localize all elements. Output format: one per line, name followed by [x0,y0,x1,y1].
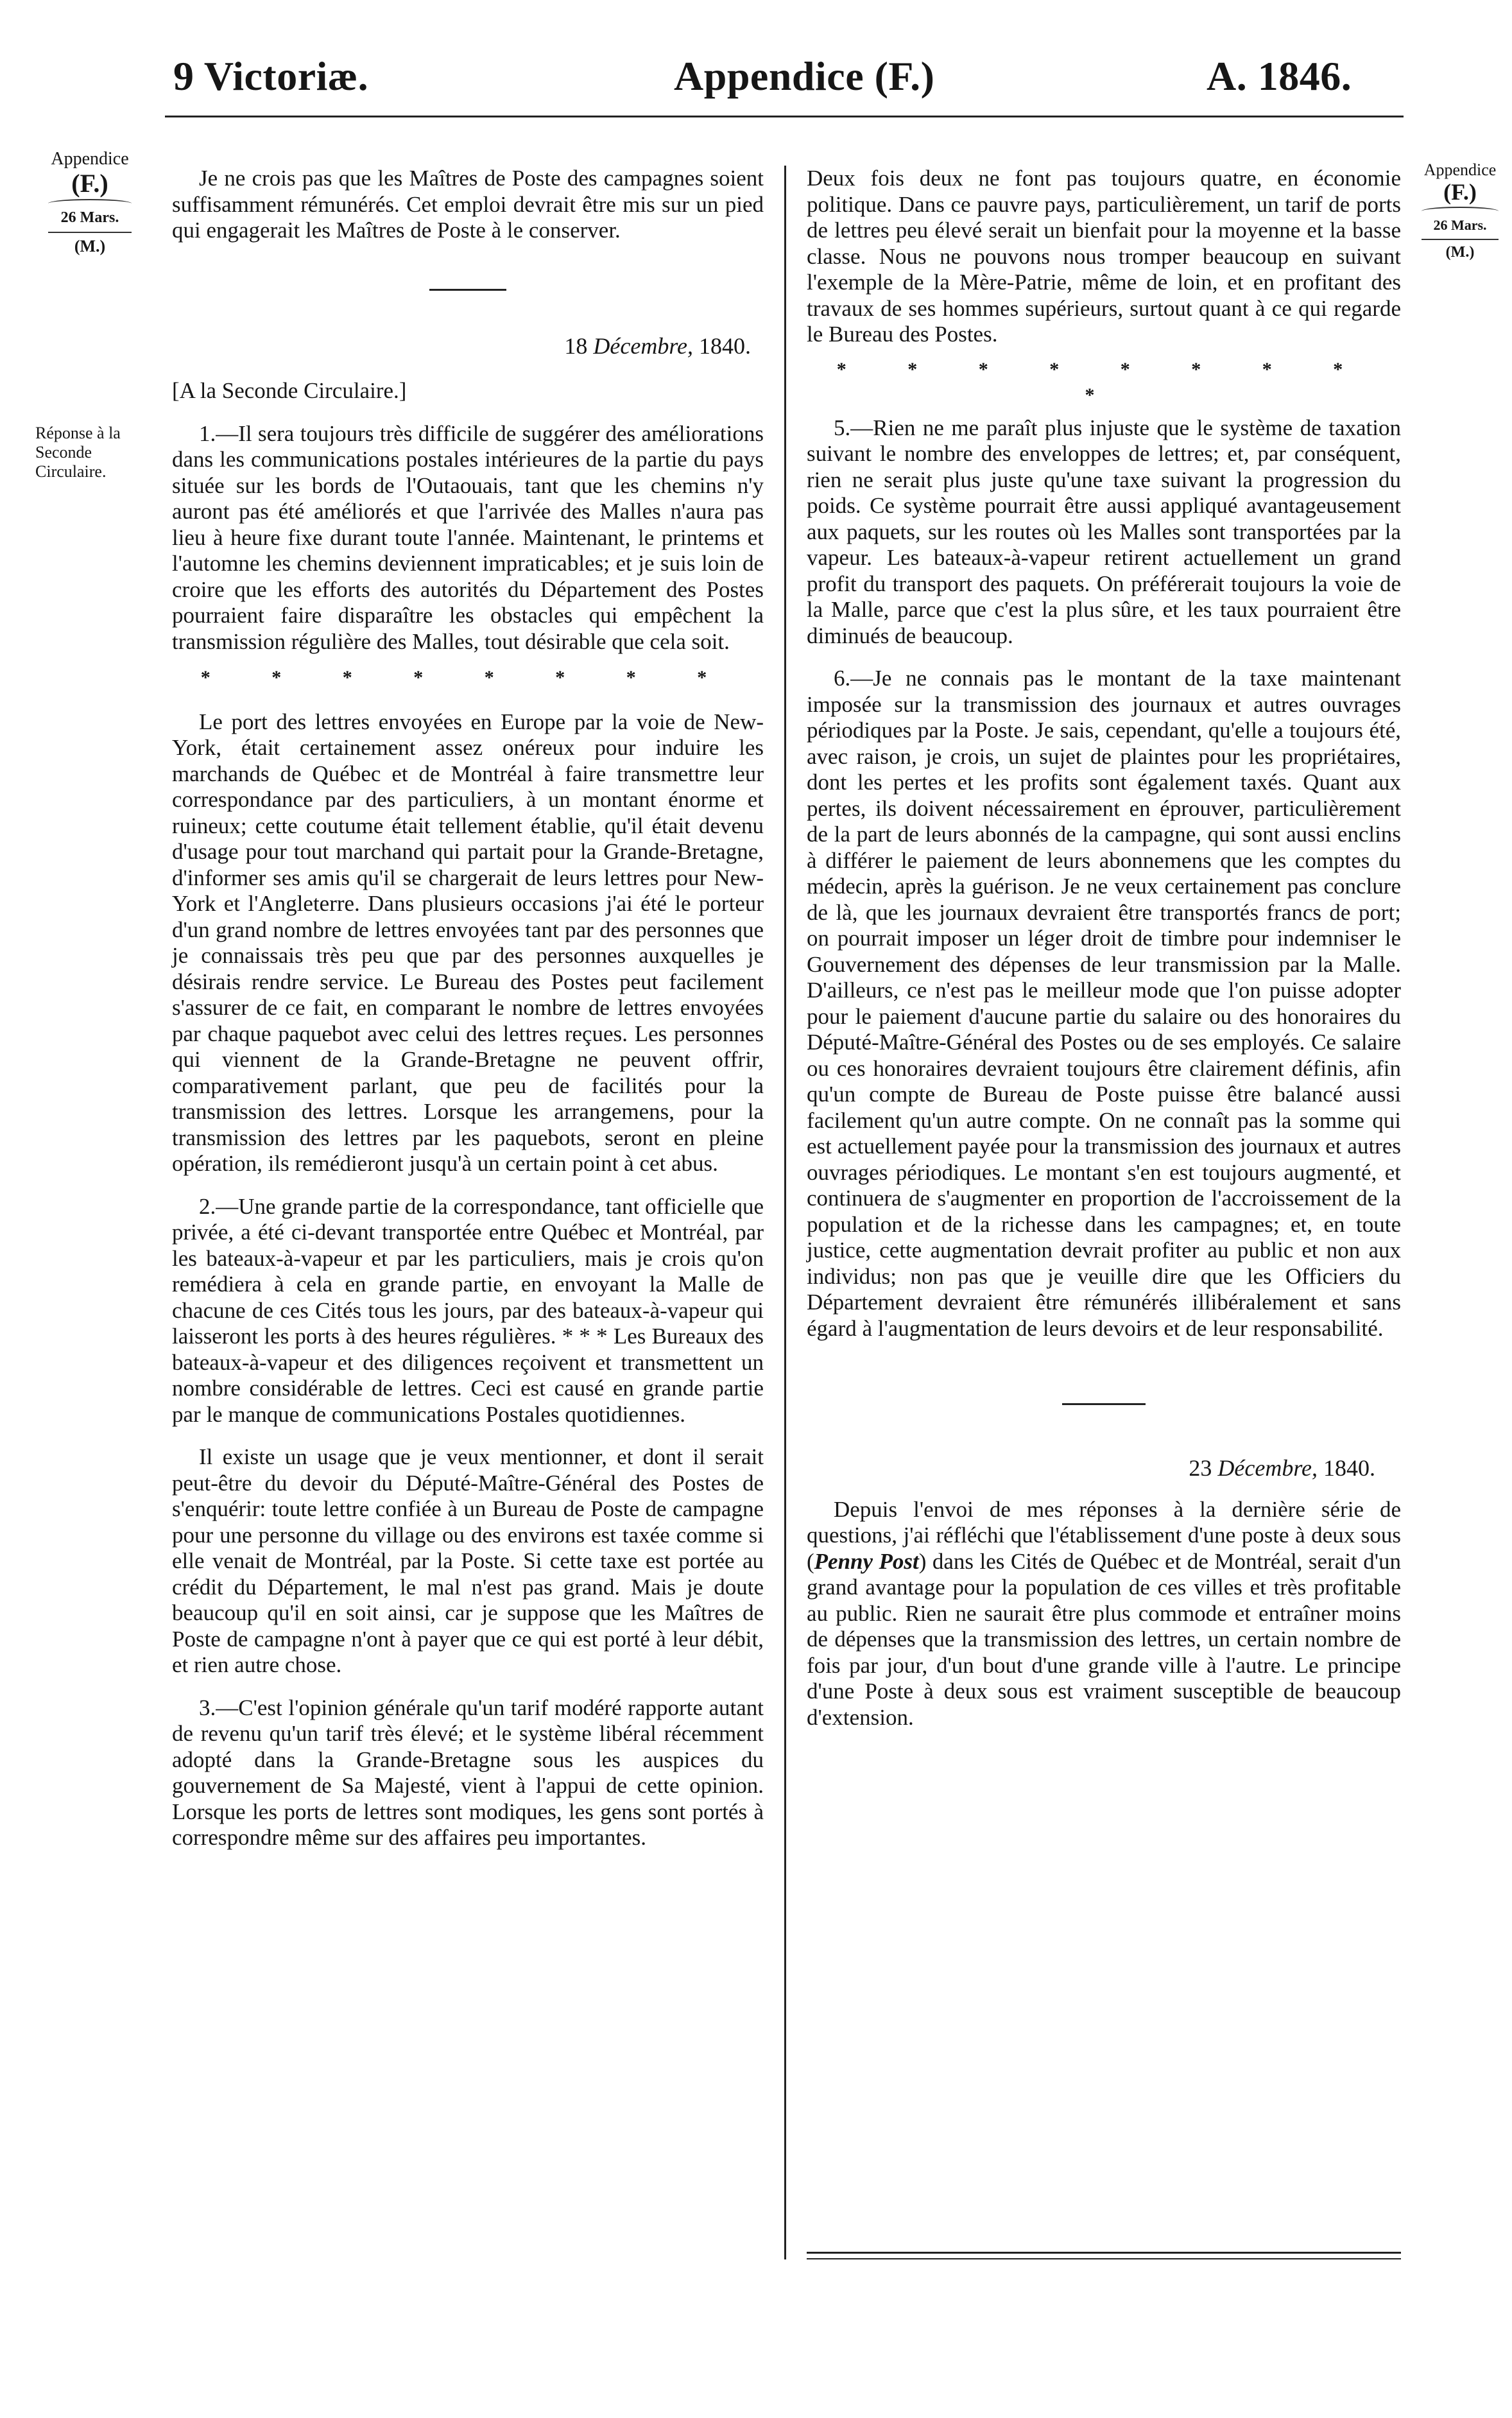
right-margin-note [1412,160,1508,261]
date-day: 23 [1189,1455,1212,1481]
margin-f: (F.) [71,169,108,198]
dateline [172,333,751,359]
paragraph-5: 5.—Rien ne me paraît plus injuste que le système de taxation suivant le nombre des enveloppes de lettres; et, par conséquent, rien ne serait plus juste qu'une taxe suivant la progression du poids. Ce système pourrait être aussi appliqué avantageusement aux paquets, sur les routes où les Malles sont transportées par la vapeur. Les bateaux-à-vapeur retirent actuellement un grand profit du transport des paquets. On préférerait toujours la voie de la Malle, parce que c'est la plus sûre, et les taux pourraient être diminués de beaucoup. [807,415,1401,648]
margin-m: (M.) [74,237,106,255]
circular-heading: [A la Seconde Circulaire.] [172,378,407,403]
penny-post-text-b: ) dans les Cités de Québec et de Montréal, serait d'un grand avantage pour la population de ces villes et très profitable au public. Rien ne saurait être plus commode et entraîner moins de dépenses que la transmission des lettres, un certain nombre de fois par jour, d'un bout d'une grande ville à l'autre. Le principe d'une Poste à deux sous est vraiment susceptible de beaucoup d'extension. [807,1548,1401,1730]
dateline [807,1455,1375,1481]
header-year: A. 1846. [1207,53,1352,99]
paragraph-penny-post [807,1497,1401,1731]
date-day: 18 [564,332,588,359]
sidenote-response: Réponse à la Seconde Circulaire. [35,424,121,481]
left-margin-note [35,149,144,256]
margin-rule-right [1422,239,1499,240]
right-column [807,166,1401,1731]
date-month: Décembre, [593,332,693,359]
margin-date-right: 26 Mars. [1433,216,1487,233]
section-rule [1062,1403,1146,1405]
paragraph: Il existe un usage que je veux mentionner, et dont il serait peut-être du devoir du Député-Maître-Général des Postes de s'enquérir: toute lettre confiée à un Bureau de Poste de campagne pour une personne du village ou des environs est taxée comme si elle venait de Montréal, par la Poste. Si cette taxe est portée au crédit du Département, le mal n'est pas grand. Mais je doute beaucoup qu'il en soit ainsi, car je suppose que les Maîtres de Poste de campagne n'ont à payer que ce qui est porté à leur débit, et rien autre chose. [172,1444,764,1677]
paragraph-6: 6.—Je ne connais pas le montant de la taxe maintenant imposée sur la transmission des journaux et autres ouvrages périodiques par la Poste. Je sais, cependant, qu'elle a toujours été, avec raison, je crois, un sujet de plaintes pour les propriétaires, dont les pertes et les profits sont également taxés. Quant aux pertes, ils doivent nécessairement en éprouver, particulièrement de la part de leurs abonnés de la campagne, qui sont aussi enclins à différer le paiement de leurs abonnemens que les comptes du médecin, après la guérison. Je ne veux certainement pas conclure de là, que les journaux devraient être transportés francs de port; on pourrait imposer un léger droit de timbre pour indemniser le Gouvernement des dépenses de leur transmission par la Malle. D'ailleurs, ce n'est pas le meilleur mode que l'on puisse adopter pour le paiement d'aucune partie du salaire ou des honoraires du Député-Maître-Général des Postes ou de ses employés. Ce salaire ou ces honoraires devraient toujours être clairement définis, afin qu'un compte de Bureau de Poste puisse être balancé aussi facilement qu'un autre compte. On ne connaît pas la somme qui est actuellement payée pour la transmission des journaux et autres ouvrages périodiques. Le montant s'en est toujours augmenté, et continuera de s'augmenter en proportion de l'accroissement de la population et de la richesse dans les campagnes; et, en toute justice, cette augmentation devrait profiter au public et non aux individus; non pas que je veuille dire que les Officiers du Département devraient être rémunérés illibéralement et sans égard à l'augmentation de leurs devoirs et de leur responsabilité. [807,666,1401,1341]
bottom-rule-2 [807,2258,1401,2259]
header-rule [165,116,1404,117]
margin-arc [48,199,132,208]
date-year: 1840. [1323,1455,1375,1481]
margin-appendice-right: Appendice [1423,160,1497,179]
paragraph-1: 1.—Il sera toujours très difficile de suggérer des améliorations dans les communications postales intérieures de la partie du pays située sur les bords de l'Outaouais, tant que les chemins n'y auront pas été améliorés et que l'arrivée des Malles n'aura pas lieu à heure fixe durant toute l'année. Maintenant, le printems et l'automne les chemins deviennent impraticables; et je suis loin de croire que les efforts des autorités du Département des Postes pourraient faire disparaître les obstacles qui empêchent la transmission régulière des Malles, tout désirable que cela soit. [172,420,764,654]
column-divider [784,166,786,2259]
section-rule [429,289,506,291]
margin-rule [48,232,132,233]
bottom-rule-1 [807,2252,1401,2254]
asterisk-separator: * * * * * * * * [200,667,735,688]
paragraph-3: 3.—C'est l'opinion générale qu'un tarif modéré rapporte autant de revenu qu'un tarif très élevé; et le système libéral récemment adopté dans la Grande-Bretagne sous les auspices du gouvernement de Sa Majesté, vient à l'appui de cette opinion. Lorsque les ports de lettres sont modiques, les gens sont portés à correspondre même sur des affaires peu importantes. [172,1695,764,1850]
margin-arc-right [1422,207,1499,216]
margin-m-right: (M.) [1445,243,1475,261]
paragraph: Deux fois deux ne font pas toujours quatre, en économie politique. Dans ce pauvre pays, particulièrement, un tarif de ports de lettres peu élevé serait un bienfait pour la moyenne et la basse classe. Nous ne pouvons nous tromper beaucoup en suivant l'exemple de la Mère-Patrie, même de loin, et en profitant des travaux de ses hommes supérieurs, surtout quant à ce qui regarde le Bureau des Postes. [807,166,1401,347]
header-session: 9 Victoriæ. [173,53,369,99]
margin-date: 26 Mars. [60,209,119,226]
paragraph-2: 2.—Une grande partie de la correspondance, tant officielle que privée, a été ci-devant transportée entre Québec et Montréal, par les bateaux-à-vapeur et par les particuliers, mais je crois qu'on remédiera à cela en grande partie, en envoyant la Malle de chacune de ces Cités tous les jours, par des bateaux-à-vapeur qui laisseront les ports à des heures régulières. * * * Les Bureaux des bateaux-à-vapeur et des diligences reçoivent et transmettent un nombre considérable de lettres. Ceci est causé en grande partie par le manque de communications Postales quotidiennes. [172,1193,764,1427]
header-appendix: Appendice (F.) [674,53,935,99]
margin-appendice: Appendice [51,149,129,169]
asterisk-separator: * * * * * * * * * [836,358,1371,406]
penny-post-text-a: Depuis l'envoi de mes réponses à la dernière série de questions, j'ai réfléchi que l'établissement d'une poste à deux sous ( [807,1496,1401,1574]
paragraph: Le port des lettres envoyées en Europe par la voie de New-York, était certainement assez onéreux pour induire les marchands de Québec et de Montréal à faire transmettre leur correspondance par des particuliers, à un montant énorme et ruineux; cette coutume était tellement établie, qu'il était devenu d'usage pour tout marchand qui partait pour la Grande-Bretagne, d'informer ses amis qu'il se chargerait de leurs lettres pour New-York et l'Angleterre. Dans plusieurs occasions j'ai été le porteur d'un grand nombre de lettres envoyées tant par des personnes que je connaissais très peu que par des personnes auxquelles je désirais rendre service. Le Bureau des Postes peut facilement s'assurer de ce fait, en comparant le nombre de lettres envoyées par chaque paquebot avec celui des lettres reçues. Les personnes qui viennent de la Grande-Bretagne ne peuvent offrir, comparativement parlant, que peu de facilités pour la transmission des lettres. Lorsque les arrangemens, pour la transmission des lettres par les paquebots, seront en pleine opération, ils remédieront jusqu'à un certain point à cet abus. [172,709,764,1176]
margin-f-right: (F.) [1443,179,1477,205]
left-column [172,166,764,1851]
date-year: 1840. [699,332,751,359]
date-month: Décembre, [1217,1455,1318,1481]
paragraph: Je ne crois pas que les Maîtres de Poste des campagnes soient suffisamment rémunérés. Cet emploi devrait être mis sur un pied qui engagerait les Maîtres de Poste à le conserver. [172,166,764,243]
penny-post-term: Penny Post [814,1548,919,1574]
